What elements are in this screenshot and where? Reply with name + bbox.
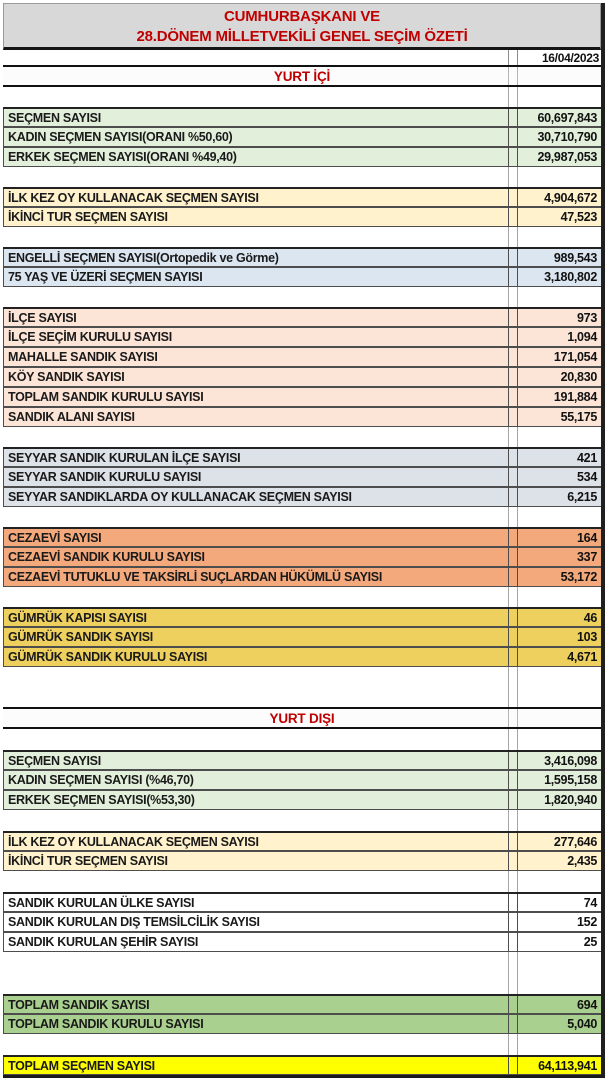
spacer-row xyxy=(3,287,601,307)
row-value: 694 xyxy=(517,996,601,1013)
row-spacer-cell xyxy=(508,388,517,406)
section-title: YURT DIŞI xyxy=(269,710,335,726)
table-row xyxy=(3,627,601,647)
row-spacer-cell xyxy=(508,996,517,1013)
row-value: 46 xyxy=(517,609,601,626)
row-label: MAHALLE SANDIK SAYISI xyxy=(3,348,508,366)
table-row xyxy=(3,127,601,147)
table-row xyxy=(3,267,601,287)
row-spacer-cell xyxy=(508,189,517,206)
row-label: SANDIK KURULAN ÜLKE SAYISI xyxy=(3,894,508,911)
row-label: GÜMRÜK SANDIK KURULU SAYISI xyxy=(3,648,508,666)
spacer-row xyxy=(3,587,601,607)
spacer-row xyxy=(3,167,601,187)
row-spacer-cell xyxy=(508,548,517,566)
row-value: 337 xyxy=(517,548,601,566)
table-row xyxy=(3,447,601,467)
row-spacer-cell xyxy=(508,529,517,546)
table-row xyxy=(3,547,601,567)
table-row xyxy=(3,567,601,587)
table-row xyxy=(3,327,601,347)
row-value: 1,094 xyxy=(517,328,601,346)
row-spacer-cell xyxy=(508,894,517,911)
row-spacer-cell xyxy=(508,791,517,809)
row-spacer-cell xyxy=(508,609,517,626)
row-label: KADIN SEÇMEN SAYISI (%46,70) xyxy=(3,771,508,789)
row-label: TOPLAM SEÇMEN SAYISI xyxy=(3,1057,508,1074)
row-label: SEYYAR SANDIKLARDA OY KULLANACAK SEÇMEN SAYISI xyxy=(3,488,508,506)
table-row xyxy=(3,831,601,851)
row-value: 53,172 xyxy=(517,568,601,586)
row-label: TOPLAM SANDIK SAYISI xyxy=(3,996,508,1013)
row-value: 6,215 xyxy=(517,488,601,506)
table-row xyxy=(3,367,601,387)
row-value: 152 xyxy=(517,913,601,931)
row-spacer-cell xyxy=(508,268,517,286)
table-row xyxy=(3,107,601,127)
row-label: GÜMRÜK KAPISI SAYISI xyxy=(3,609,508,626)
row-value: 4,904,672 xyxy=(517,189,601,206)
row-value: 171,054 xyxy=(517,348,601,366)
row-label: İLÇE SEÇİM KURULU SAYISI xyxy=(3,328,508,346)
spacer-row xyxy=(3,729,601,750)
row-label: İKİNCİ TUR SEÇMEN SAYISI xyxy=(3,852,508,870)
row-spacer-cell xyxy=(508,148,517,166)
row-spacer-cell xyxy=(508,852,517,870)
row-spacer-cell xyxy=(508,468,517,486)
row-spacer-cell xyxy=(508,1015,517,1033)
table-row xyxy=(3,1014,601,1034)
date-row xyxy=(3,50,601,65)
row-label: ENGELLİ SEÇMEN SAYISI(Ortopedik ve Görme) xyxy=(3,249,508,266)
row-spacer-cell xyxy=(508,568,517,586)
row-value: 164 xyxy=(517,529,601,546)
table-row xyxy=(3,207,601,227)
row-label: CEZAEVİ SANDIK KURULU SAYISI xyxy=(3,548,508,566)
row-spacer-cell xyxy=(508,348,517,366)
row-value: 973 xyxy=(517,309,601,326)
row-value: 421 xyxy=(517,449,601,466)
table-row xyxy=(3,1055,601,1075)
row-label: SEÇMEN SAYISI xyxy=(3,109,508,126)
row-label: CEZAEVİ SAYISI xyxy=(3,529,508,546)
row-value: 30,710,790 xyxy=(517,128,601,146)
spacer-row xyxy=(3,952,601,973)
row-spacer-cell xyxy=(508,628,517,646)
row-value: 74 xyxy=(517,894,601,911)
row-value: 4,671 xyxy=(517,648,601,666)
row-value: 191,884 xyxy=(517,388,601,406)
row-spacer-cell xyxy=(508,913,517,931)
row-label: KÖY SANDIK SAYISI xyxy=(3,368,508,386)
row-spacer-cell xyxy=(508,933,517,951)
section-header-yurt-disi xyxy=(3,707,601,729)
table-row xyxy=(3,994,601,1014)
row-spacer-cell xyxy=(508,1057,517,1074)
table-row xyxy=(3,467,601,487)
section-title: YURT İÇİ xyxy=(273,68,331,84)
row-value: 2,435 xyxy=(517,852,601,870)
row-value: 3,180,802 xyxy=(517,268,601,286)
row-spacer-cell xyxy=(508,249,517,266)
table-row xyxy=(3,790,601,810)
row-label: SANDIK KURULAN DIŞ TEMSİLCİLİK SAYISI xyxy=(3,913,508,931)
row-spacer-cell xyxy=(508,368,517,386)
table-row xyxy=(3,770,601,790)
row-value: 5,040 xyxy=(517,1015,601,1033)
row-label: SEYYAR SANDIK KURULAN İLÇE SAYISI xyxy=(3,449,508,466)
row-label: GÜMRÜK SANDIK SAYISI xyxy=(3,628,508,646)
spacer-row xyxy=(3,507,601,527)
report-date: 16/04/2023 xyxy=(517,50,601,65)
row-spacer-cell xyxy=(508,752,517,769)
table-row xyxy=(3,487,601,507)
row-spacer-cell xyxy=(508,771,517,789)
spacer-row xyxy=(3,667,601,687)
row-label: KADIN SEÇMEN SAYISI(ORANI %50,60) xyxy=(3,128,508,146)
row-value: 29,987,053 xyxy=(517,148,601,166)
section-header-yurt-ici xyxy=(3,65,601,87)
row-value: 3,416,098 xyxy=(517,752,601,769)
row-value: 989,543 xyxy=(517,249,601,266)
report-title-line2: 28.DÖNEM MİLLETVEKİLİ GENEL SEÇİM ÖZETİ xyxy=(136,28,468,45)
table-row xyxy=(3,912,601,932)
table-row xyxy=(3,387,601,407)
row-label: İKİNCİ TUR SEÇMEN SAYISI xyxy=(3,208,508,226)
table-row xyxy=(3,147,601,167)
row-value: 277,646 xyxy=(517,833,601,850)
row-spacer-cell xyxy=(508,208,517,226)
table-row xyxy=(3,892,601,912)
row-spacer-cell xyxy=(508,408,517,426)
row-spacer-cell xyxy=(508,128,517,146)
row-label: İLK KEZ OY KULLANACAK SEÇMEN SAYISI xyxy=(3,189,508,206)
spacer-row xyxy=(3,427,601,447)
table-row xyxy=(3,932,601,952)
spacer-row xyxy=(3,1034,601,1055)
spacer-row xyxy=(3,687,601,707)
table-row xyxy=(3,407,601,427)
report-title xyxy=(3,3,601,50)
row-value: 55,175 xyxy=(517,408,601,426)
spacer-row xyxy=(3,227,601,247)
row-value: 534 xyxy=(517,468,601,486)
row-label: SANDIK ALANI SAYISI xyxy=(3,408,508,426)
spreadsheet xyxy=(3,3,605,1078)
row-spacer-cell xyxy=(508,309,517,326)
table-row xyxy=(3,527,601,547)
row-spacer-cell xyxy=(508,109,517,126)
row-value: 64,113,941 xyxy=(517,1057,601,1074)
spacer-row xyxy=(3,973,601,994)
row-label: SANDIK KURULAN ŞEHİR SAYISI xyxy=(3,933,508,951)
row-label: ERKEK SEÇMEN SAYISI(ORANI %49,40) xyxy=(3,148,508,166)
spacer-row xyxy=(3,810,601,831)
table-row xyxy=(3,247,601,267)
row-spacer-cell xyxy=(508,833,517,850)
spacer-row xyxy=(3,871,601,892)
row-value: 20,830 xyxy=(517,368,601,386)
row-spacer-cell xyxy=(508,488,517,506)
table-yurt-ici xyxy=(3,87,601,707)
row-label: SEÇMEN SAYISI xyxy=(3,752,508,769)
row-label: İLK KEZ OY KULLANACAK SEÇMEN SAYISI xyxy=(3,833,508,850)
row-label: CEZAEVİ TUTUKLU VE TAKSİRLİ SUÇLARDAN HÜKÜMLÜ SAYISI xyxy=(3,568,508,586)
row-value: 60,697,843 xyxy=(517,109,601,126)
row-spacer-cell xyxy=(508,648,517,666)
row-spacer-cell xyxy=(508,328,517,346)
row-label: TOPLAM SANDIK KURULU SAYISI xyxy=(3,388,508,406)
table-row xyxy=(3,851,601,871)
row-value: 1,820,940 xyxy=(517,791,601,809)
row-label: SEYYAR SANDIK KURULU SAYISI xyxy=(3,468,508,486)
table-row xyxy=(3,607,601,627)
row-label: 75 YAŞ VE ÜZERİ SEÇMEN SAYISI xyxy=(3,268,508,286)
table-yurt-disi xyxy=(3,729,601,1075)
table-row xyxy=(3,647,601,667)
table-row xyxy=(3,347,601,367)
report-title-line1: CUMHURBAŞKANI VE xyxy=(224,8,380,25)
row-value: 1,595,158 xyxy=(517,771,601,789)
row-value: 25 xyxy=(517,933,601,951)
row-value: 47,523 xyxy=(517,208,601,226)
table-row xyxy=(3,307,601,327)
table-row xyxy=(3,750,601,770)
table-row xyxy=(3,187,601,207)
row-label: ERKEK SEÇMEN SAYISI(%53,30) xyxy=(3,791,508,809)
row-label: İLÇE SAYISI xyxy=(3,309,508,326)
spacer-row xyxy=(3,87,601,107)
row-value: 103 xyxy=(517,628,601,646)
row-spacer-cell xyxy=(508,449,517,466)
row-label: TOPLAM SANDIK KURULU SAYISI xyxy=(3,1015,508,1033)
